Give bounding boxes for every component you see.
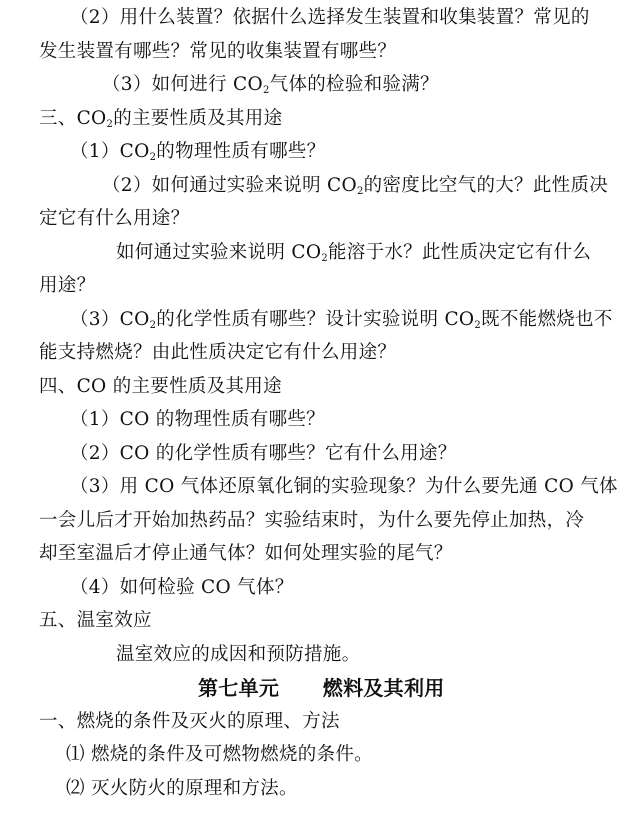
text-line-18: （4）如何检验 CO 气体？	[70, 577, 294, 598]
text-line-16: 一会儿后才开始加热药品？实验结束时，为什么要先停止加热，冷	[39, 510, 585, 531]
text-line-10: $(3)CO_2$的化学性质有哪些？设计实验说明 $CO_2$既不能燃烧也不	[70, 309, 613, 331]
text-line-13: （1）CO 的物理性质有哪些？	[70, 409, 325, 430]
text-line-24: ⑵ 灭火防火的原理和方法。	[66, 778, 298, 799]
text-line-2: 发生装置有哪些？常见的收集装置有哪些？	[39, 41, 397, 62]
text-line-7: 定它有什么用途？	[39, 208, 190, 229]
text-line-1: （2）用什么装置？依据什么选择发生装置和收集装置？常见的	[70, 7, 590, 28]
unit-title: 第七单元 燃料及其利用	[198, 676, 445, 700]
text-line-15: （3）用 CO 气体还原氧化铜的实验现象？为什么要先通 CO 气体	[70, 476, 618, 497]
text-line-20: 温室效应的成因和预防措施。	[116, 644, 361, 665]
text-line-5: $(1)CO_2$的物理性质有哪些？	[70, 141, 326, 163]
section-heading-5: 五、温室效应	[39, 610, 152, 631]
text-line-17: 却至室温后才停止通气体？如何处理实验的尾气？	[39, 543, 453, 564]
section-heading-1: 一、燃烧的条件及灭火的原理、方法	[39, 711, 340, 732]
text-line-3: （3）如何进行 $CO_2$气体的检验和验满？	[102, 74, 439, 96]
text-line-8: 如何通过实验来说明 $CO_2$能溶于水？此性质决定它有什么	[116, 242, 592, 264]
text-line-9: 用途？	[39, 275, 96, 296]
section-heading-4: 四、CO 的主要性质及其用途	[39, 376, 282, 397]
section-heading-3: 三、$CO_2$的主要性质及其用途	[39, 108, 283, 130]
text-line-14: （2）CO 的化学性质有哪些？它有什么用途？	[70, 443, 457, 464]
text-line-6: （2）如何通过实验来说明 $CO_2$的密度比空气的大？此性质决	[102, 175, 609, 197]
text-line-11: 能支持燃烧？由此性质决定它有什么用途？	[39, 342, 397, 363]
text-line-23: ⑴ 燃烧的条件及可燃物燃烧的条件。	[66, 744, 373, 765]
